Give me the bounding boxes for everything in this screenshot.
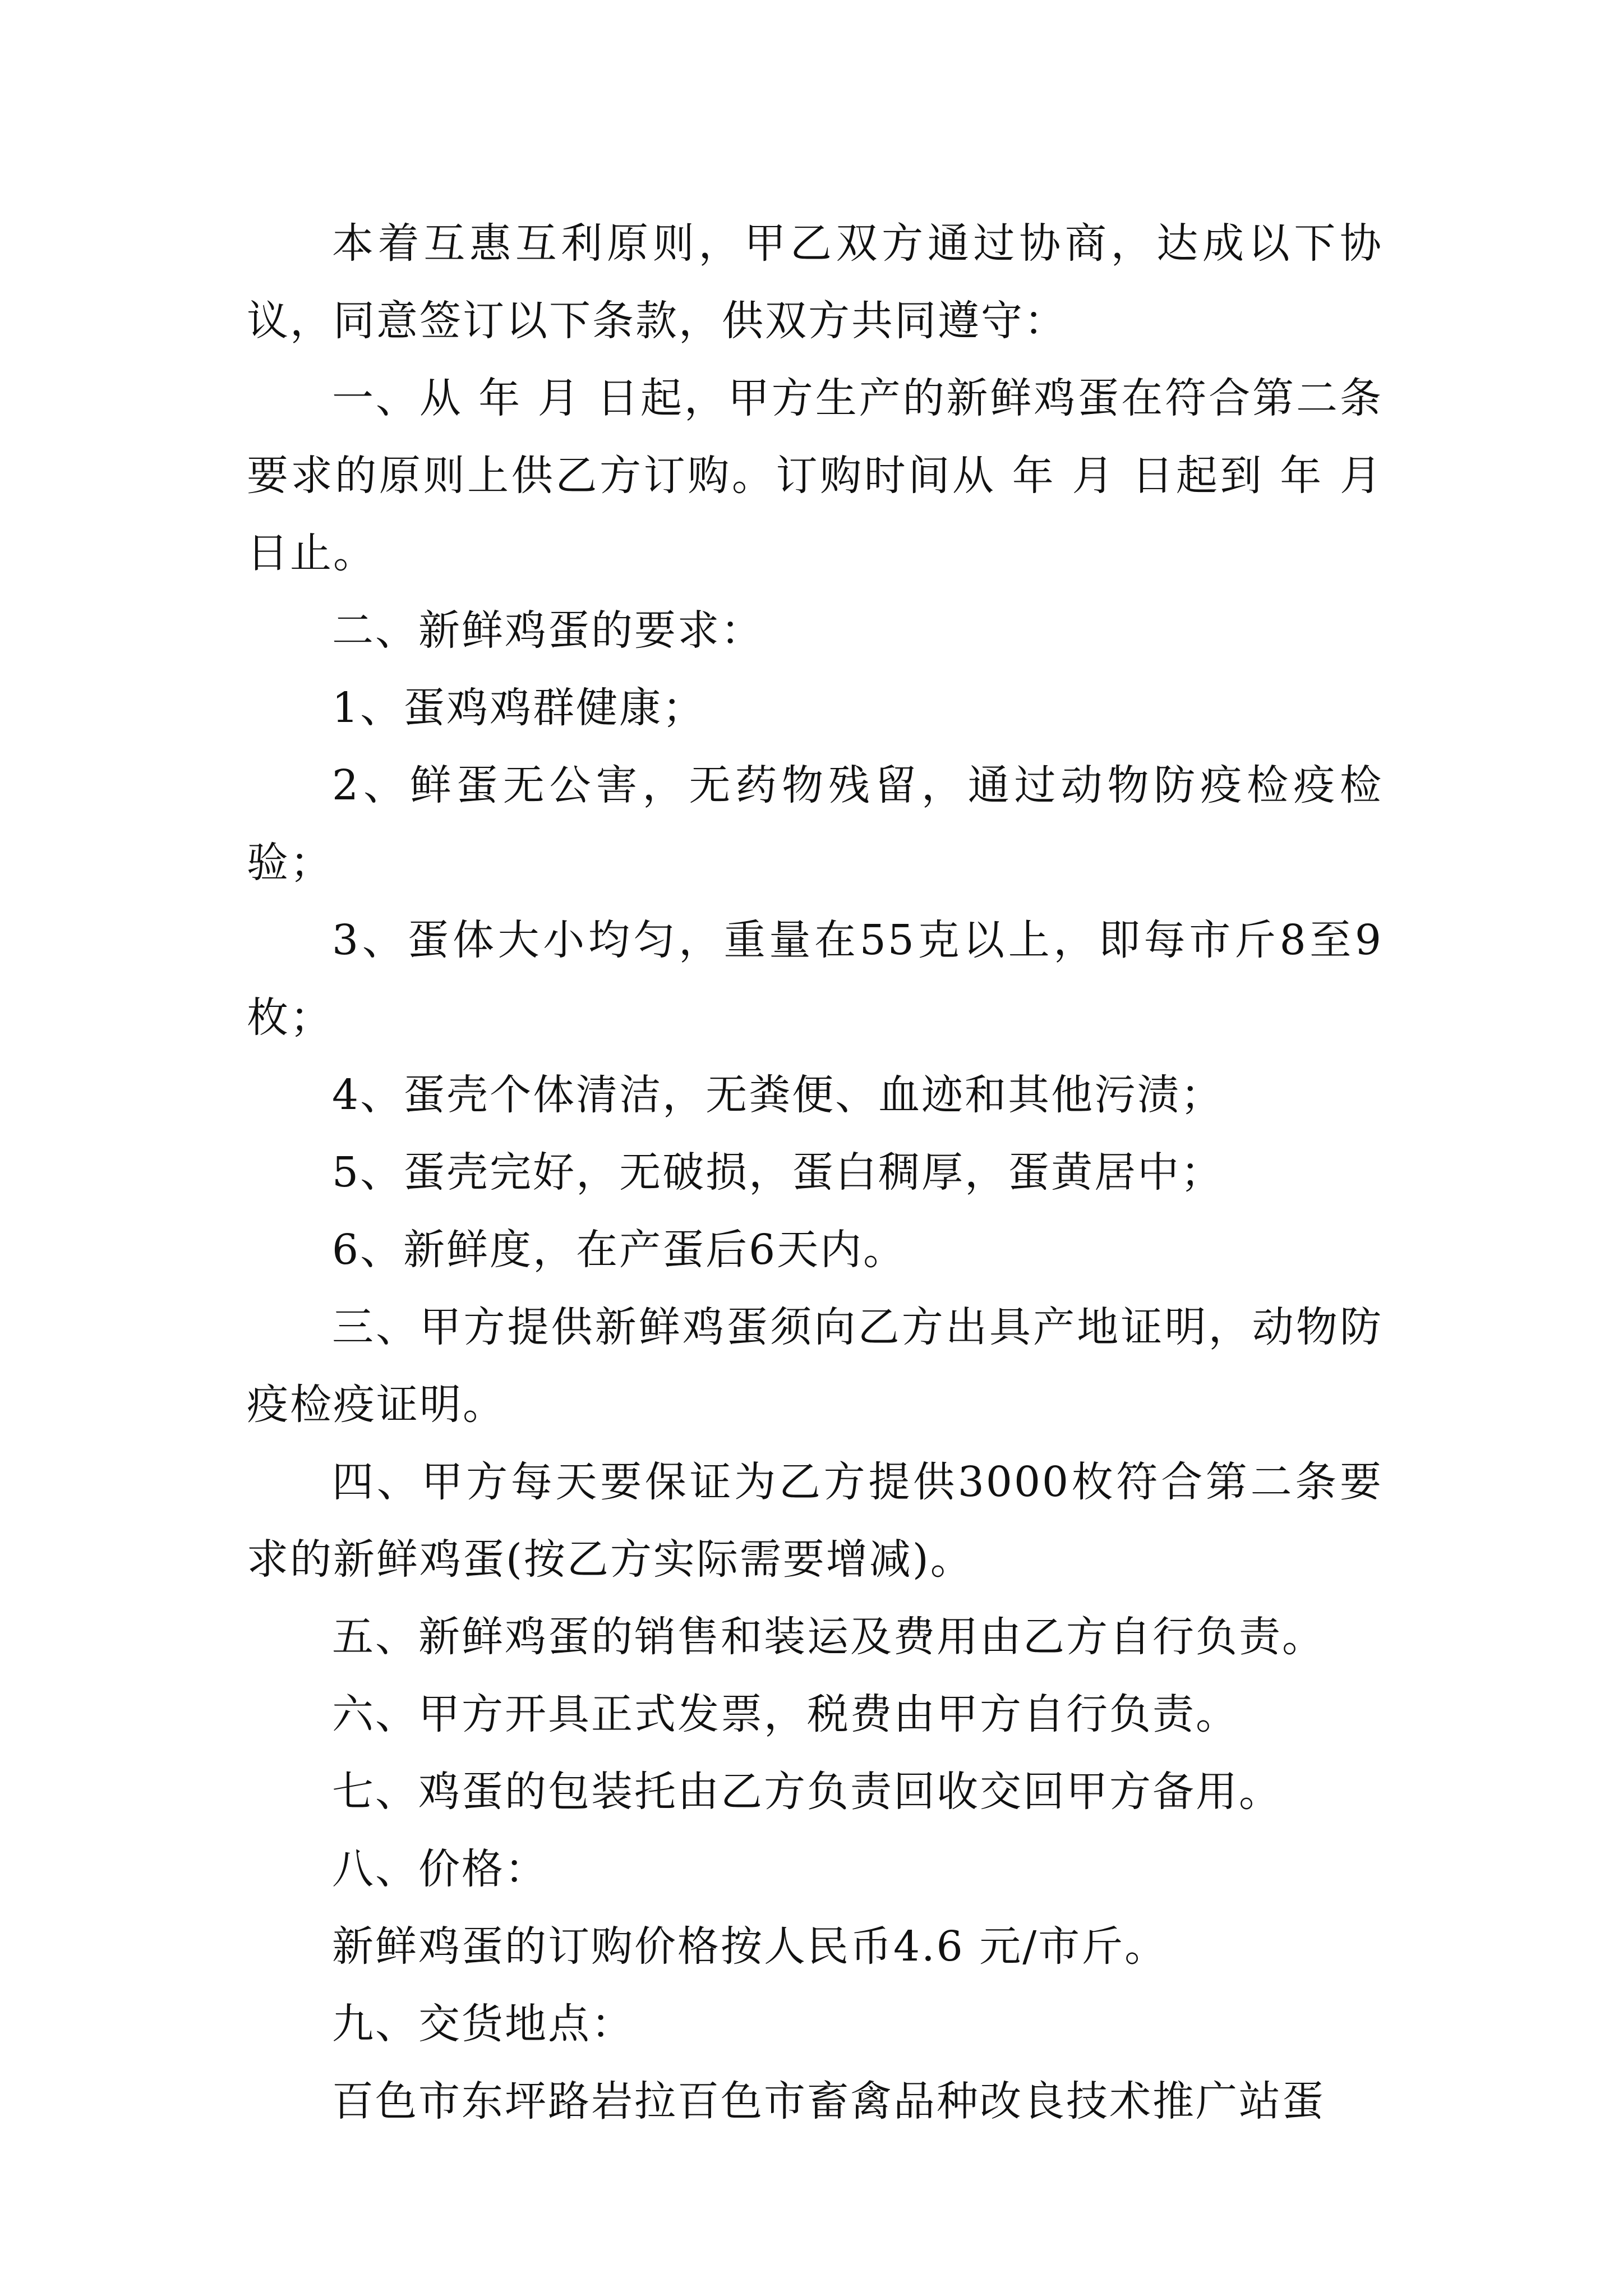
paragraph-clause-1: 一、从 年 月 日起，甲方生产的新鲜鸡蛋在符合第二条要求的原则上供乙方订购。订购时间从 年 月 日起到 年 月 日止。	[247, 374, 1383, 577]
paragraph-clause-2-heading: 二、新鲜鸡蛋的要求：	[332, 606, 764, 655]
contract-body	[247, 205, 1383, 2140]
paragraph-price: 新鲜鸡蛋的订购价格按人民币4.6 元/市斤。	[332, 1922, 1168, 1971]
paragraph-clause-5: 五、新鲜鸡蛋的销售和装运及费用由乙方自行负责。	[332, 1613, 1325, 1661]
paragraph-clause-8-heading: 八、价格：	[332, 1845, 548, 1893]
paragraph-clause-4: 四、甲方每天要保证为乙方提供3000枚符合第二条要求的新鲜鸡蛋(按乙方实际需要增减)。	[247, 1458, 1383, 1584]
paragraph-requirement-5: 5、蛋壳完好，无破损，蛋白稠厚，蛋黄居中；	[332, 1148, 1224, 1197]
paragraph-requirement-1: 1、蛋鸡鸡群健康；	[332, 684, 706, 732]
paragraph-requirement-2: 2、鲜蛋无公害，无药物残留，通过动物防疫检疫检验；	[247, 761, 1383, 887]
paragraph-intro: 本着互惠互利原则，甲乙双方通过协商，达成以下协议，同意签订以下条款，供双方共同遵守：	[247, 219, 1383, 345]
paragraph-clause-3: 三、甲方提供新鲜鸡蛋须向乙方出具产地证明，动物防疫检疫证明。	[247, 1303, 1383, 1429]
paragraph-clause-9-heading: 九、交货地点：	[332, 2000, 634, 2048]
paragraph-clause-7: 七、鸡蛋的包装托由乙方负责回收交回甲方备用。	[332, 1768, 1282, 1816]
paragraph-clause-6: 六、甲方开具正式发票，税费由甲方自行负责。	[332, 1690, 1239, 1738]
paragraph-requirement-3: 3、蛋体大小均匀，重量在55克以上，即每市斤8至9枚；	[247, 916, 1383, 1042]
paragraph-requirement-4: 4、蛋壳个体清洁，无粪便、血迹和其他污渍；	[332, 1071, 1224, 1119]
paragraph-requirement-6: 6、新鲜度，在产蛋后6天内。	[332, 1226, 907, 1274]
paragraph-delivery-location: 百色市东坪路岩拉百色市畜禽品种改良技术推广站蛋	[332, 2077, 1325, 2125]
